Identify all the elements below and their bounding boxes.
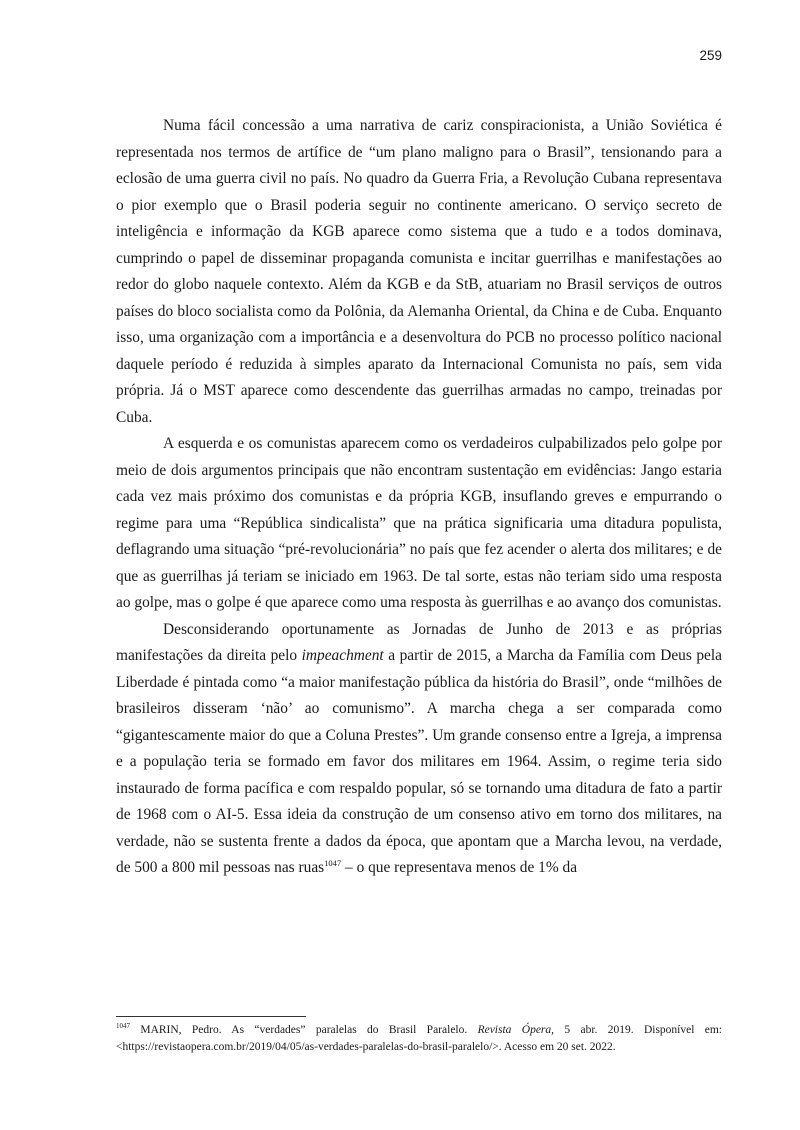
page-number: 259 <box>699 48 722 63</box>
footnote-journal-title: Revista Ópera, <box>477 1024 555 1036</box>
footnote <box>116 1022 722 1055</box>
emphasis-impeachment: impeachment <box>301 647 384 664</box>
body-text <box>116 113 722 882</box>
paragraph-1: Numa fácil concessão a uma narrativa de cariz conspiracionista, a União Soviética é representada nos termos de artífice de “um plano maligno para o Brasil”, tensionando para a eclosão de uma guerra civil no país. No quadro da Guerra Fria, a Revolução Cubana representava o pior exemplo que o Brasil poderia seguir no continente americano. O serviço secreto de inteligência e informação da KGB aparece como sistema que a tudo e a todos dominava, cumprindo o papel de disseminar propaganda comunista e incitar guerrilhas e manifestações ao redor do globo naquele contexto. Além da KGB e da StB, atuariam no Brasil serviços de outros países do bloco socialista como da Polônia, da Alemanha Oriental, da China e de Cuba. Enquanto isso, uma organização com a importância e a desenvoltura do PCB no processo político nacional daquele período é reduzida à simples aparato da Internacional Comunista no país, sem vida própria. Já o MST aparece como descendente das guerrilhas armadas no campo, treinadas por Cuba. <box>116 117 722 426</box>
paragraph-3-part-1: Desconsiderando oportunamente as Jornadas de Junho de 2013 e as próprias manifestações da direita pelo <box>116 620 722 664</box>
footnote-reference: 1047 <box>324 857 342 868</box>
paragraph-3-part-2: a partir de 2015, a Marcha da Família com Deus pela Liberdade é pintada como “a maior manifestação pública da história do Brasil”, onde “milhões de brasileiros disseram ‘não’ ao comunismo”. A marcha chega a ser comparada como “gigantescamente maior do que a Coluna Prestes”. Um grande consenso entre a Igreja, a imprensa e a população teria se formado em favor dos militares em 1964. Assim, o regime teria sido instaurado de forma pacífica e com respaldo popular, só se tornando uma ditadura de fato a partir de 1968 com o AI-5. Essa ideia da construção de um consenso ativo em torno dos militares, na verdade, não se sustenta frente a dados da época, que apontam que a Marcha levou, na verdade, de 500 a 800 mil pessoas nas ruas <box>116 647 722 876</box>
footnote-divider <box>116 1016 306 1017</box>
paragraph-3-part-3: – o que representava menos de 1% da <box>341 859 578 876</box>
paragraph-3 <box>116 617 722 882</box>
paragraph-2: A esquerda e os comunistas aparecem como os verdadeiros culpabilizados pelo golpe por meio de dois argumentos principais que não encontram sustentação em evidências: Jango estaria cada vez mais próximo dos comunistas e da própria KGB, insuflando greves e empurrando o regime para uma “República sindicalista” que na prática significaria uma ditadura populista, deflagrando uma situação “pré-revolucionária” no país que fez acender o alerta dos militares; e de que as guerrilhas já teriam se iniciado em 1963. De tal sorte, estas não teriam sido uma resposta ao golpe, mas o golpe é que aparece como uma resposta às guerrilhas e ao avanço dos comunistas. <box>116 435 722 611</box>
footnote-text-part-1: MARIN, Pedro. As “verdades” paralelas do Brasil Paralelo. <box>130 1024 478 1036</box>
footnote-text-part-2: 5 abr. 2019. Disponível em: <https://revistaopera.com.br/2019/04/05/as-verdades-paralelas-do-brasil-paralelo/>. Acesso em 20 set. 2022. <box>116 1024 722 1053</box>
footnote-number: 1047 <box>116 1022 130 1031</box>
